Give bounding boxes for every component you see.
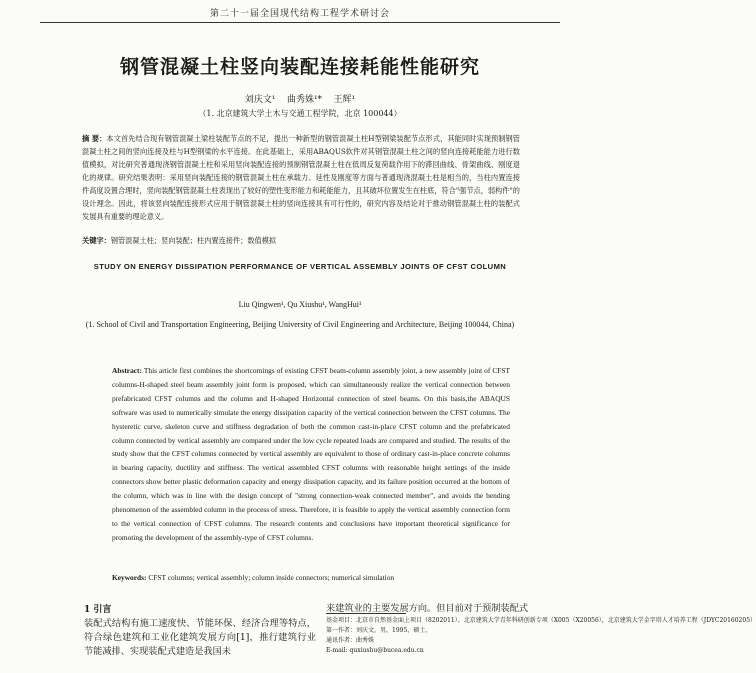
author-cn: 曲秀姝¹* [286,95,323,105]
abstract-en-text: This article first combines the shortcomings of existing CFST beam-column assembly joint, a new assembly joint of CFST columns-H-shaped steel beam assembly joint form is proposed, which can simultaneously realize the vertical connection between prefabricated CFST columns and the column and H-shaped Horizontal connection of steel beams. On this basis,the ABAQUS software was used to numerically simulate the energy dissipation capacity of the vertical connection between the CFST columns. The hysteretic curve, skeleton curve and stiffness degradation of both the common cast-in-place CFST column and the prefabricated column connected by vertical assembly are compared under the low cycle repeated loads are compared and studied. The results of the study show that the CFST columns connected by vertical assembly are equivalent to those of ordinary cast-in-place concrete columns in bearing capacity, ductility and stiffness. The vertical assembled CFST columns with reasonable height settings of the inside connectors show better plastic deformation capacity and energy dissipation capacity, and its failure position occurred at the bottom of the column, which was in line with the design concept of "strong connection-weak connected member", and avoids the bending phenomenon of the assembled column in the process of stress. Therefore, it is feasible to apply the vertical assembly connection form to the vertical connection of CFST columns. The research contents and conclusions have important theoretical significance for promoting the development of the assembly-type of CFST columns. [112,366,510,542]
keywords-cn [82,236,520,246]
authors-cn [0,92,600,105]
author-cn: 刘庆文¹ [244,95,276,105]
running-head: 第二十一届全国现代结构工程学术研讨会 [40,6,560,23]
footnote-funding: 基金项目：北京市自然基金面上项目（8202011）、北京建筑大学青年科研创新专项（X005（X20056），北京建筑大学金字塔人才培养工程（JDYC20160205） [326,617,756,624]
abstract-cn-label: 摘 要： [82,134,107,143]
abstract-cn-text: 本文首先结合现有钢管混凝土梁柱装配节点的不足，提出一种新型的钢管混凝土柱H型钢梁装配节点形式，其能同时实现预制钢管混凝土柱之间的竖向连接及柱与H型钢梁的水平连接。在此基础上，采用ABAQUS软件对其钢管混凝土柱之间的竖向连接耗能能力进行数值模拟，对比研究普通现浇钢管混凝土柱和采用竖向装配连接的预制钢管混凝土柱在低周反复荷载作用下的滞回曲线、骨架曲线、刚度退化的规律。研究结果表明：采用竖向装配连接的钢管混凝土柱在承载力、延性及刚度等方面与普通现浇混凝土柱是相当的，当柱内置连接件高度设置合理时，竖向装配钢管混凝土柱表现出了较好的塑性变形能力和耗能能力，且其破坏位置发生在柱底，符合"强节点，弱构件"的设计理念。因此，将该竖向装配连接形式应用于钢管混凝土柱的竖向连接具有可行性的，研究内容及结论对于推动钢管混凝土柱的装配式发展具有重要的理论意义。 [82,134,520,221]
keywords-en [112,573,510,582]
footnote-corresponding: 通讯作者：曲秀姝 [326,637,375,644]
abstract-en-label: Abstract: [112,366,142,375]
author-cn: 王辉¹ [333,95,356,105]
authors-en: Liu Qingwen¹, Qu Xiushu¹, WangHui¹ [238,300,362,309]
keywords-en-text: CFST columns; vertical assembly; column inside connectors; numerical simulation [148,573,395,582]
keywords-cn-text: 钢管混凝土柱；竖向装配；柱内置连接件；数值模拟 [110,236,277,245]
intro-continuation: 来建筑业的主要发展方向。但目前对于预制装配式 [326,603,529,614]
footnote-email: E-mail: quxiushu@bucea.edu.cn [326,647,424,654]
abstract-en [112,364,510,545]
intro-paragraph: 装配式结构有施工速度快、节能环保、经济合理等特点，符合绿色建筑和工业化建筑发展方向[1]，推行建筑行业节能减排、实现装配式建造是我国未 [84,618,316,657]
paper-title-en: STUDY ON ENERGY DISSIPATION PERFORMANCE OF VERTICAL ASSEMBLY JOINTS OF CFST COLUMN [93,262,507,271]
paper-title-cn: 钢管混凝土柱竖向装配连接耗能性能研究 [119,56,480,78]
footnote [326,616,756,656]
keywords-en-label: Keywords: [112,573,147,582]
footnote-first-author: 第一作者：刘庆文，男，1995，硕士。 [326,627,432,634]
affiliation-cn: （1. 北京建筑大学土木与交通工程学院，北京 100044） [198,109,402,118]
abstract-cn [82,132,520,223]
footnote-divider [326,613,406,614]
section-heading-intro: 1 引言 [84,605,112,615]
affiliation-en: (1. School of Civil and Transportation Engineering, Beijing University of Civil Engineering and Architecture, Beijing 100044, China) [85,320,515,329]
keywords-cn-label: 关键字： [82,236,111,245]
